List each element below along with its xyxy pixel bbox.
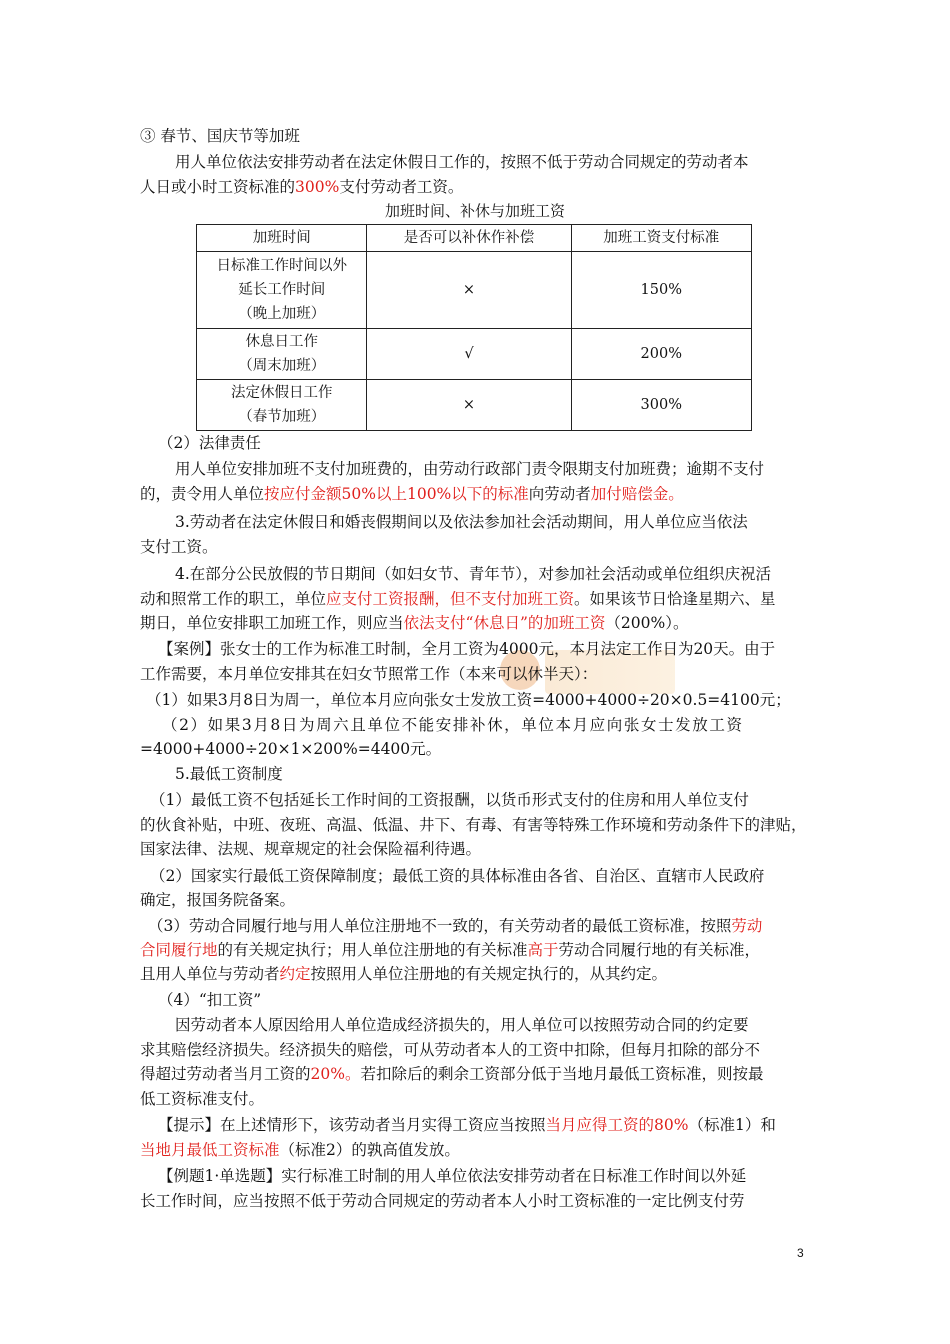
paragraph-line: 得超过劳动者当月工资的20%。若扣除后的剩余工资部分低于当地月最低工资标准，则按最 bbox=[140, 1065, 764, 1083]
paragraph-line: 低工资标准支付。 bbox=[140, 1090, 265, 1108]
case-line: （2）如果3月8日为周六且单位不能安排补休，单位本月应向张女士发放工资 bbox=[162, 716, 744, 734]
table-row bbox=[197, 380, 752, 431]
paragraph-line: 求其赔偿经济损失。经济损失的赔偿，可从劳动者本人的工资中扣除，但每月扣除的部分不 bbox=[140, 1041, 761, 1059]
paragraph-line: （1）最低工资不包括延长工作时间的工资报酬，以货币形式支付的住房和用人单位支付 bbox=[150, 791, 749, 809]
table-row bbox=[197, 252, 752, 329]
paragraph-line: 的伙食补贴，中班、夜班、高温、低温、井下、有毒、有害等特殊工作环境和劳动条件下的津贴， bbox=[140, 816, 807, 834]
paragraph-line: 动和照常工作的职工，单位应支付工资报酬，但不支付加班工资。如果该节日恰逢星期六、星 bbox=[140, 590, 776, 608]
paragraph-line: （2）国家实行最低工资保障制度；最低工资的具体标准由各省、自治区、直辖市人民政府 bbox=[150, 867, 765, 885]
example-line: 【例题1·单选题】实行标准工时制的用人单位依法安排劳动者在日标准工作时间以外延 bbox=[158, 1167, 747, 1185]
table-header-cell: 是否可以补休作补偿 bbox=[367, 225, 571, 252]
paragraph-line: 国家法律、法规、规章规定的社会保险福利待遇。 bbox=[140, 840, 482, 858]
section-heading: （2）法律责任 bbox=[158, 434, 261, 452]
section-heading: 5.最低工资制度 bbox=[175, 765, 283, 783]
tip-line: 【提示】在上述情形下，该劳动者当月实得工资应当按照当月应得工资的80%（标准1）和 bbox=[158, 1116, 776, 1134]
paragraph-line: 期日，单位安排职工加班工作，则应当依法支付“休息日”的加班工资（200%）。 bbox=[140, 614, 689, 632]
paragraph-line: 人日或小时工资标准的300%支付劳动者工资。 bbox=[140, 178, 464, 196]
section-heading: ③ 春节、国庆节等加班 bbox=[140, 127, 300, 145]
table-header-cell: 加班时间 bbox=[197, 225, 367, 252]
table-cell: 200% bbox=[571, 329, 752, 380]
table-cell: 150% bbox=[571, 252, 752, 329]
tip-line: 当地月最低工资标准（标准2）的孰高值发放。 bbox=[140, 1141, 460, 1159]
table-cell: × bbox=[367, 252, 571, 329]
case-line: 工作需要，本月单位安排其在妇女节照常工作（本来可以休半天）： bbox=[140, 665, 598, 683]
page-number: 3 bbox=[797, 1246, 804, 1260]
table-cell: × bbox=[367, 380, 571, 431]
table-cell: 休息日工作 （周末加班） bbox=[197, 329, 367, 380]
example-line: 长工作时间，应当按照不低于劳动合同规定的劳动者本人小时工资标准的一定比例支付劳 bbox=[140, 1192, 745, 1210]
table-header-row bbox=[197, 225, 752, 252]
paragraph-line: 3.劳动者在法定休假日和婚丧假期间以及依法参加社会活动期间，用人单位应当依法 bbox=[175, 513, 748, 531]
paragraph-line: 且用人单位与劳动者约定按照用人单位注册地的有关规定执行的，从其约定。 bbox=[140, 965, 668, 983]
case-line: 【案例】张女士的工作为标准工时制，全月工资为4000元，本月法定工作日为20天。由于 bbox=[158, 640, 776, 658]
case-line: =4000+4000÷20×1×200%=4400元。 bbox=[140, 740, 442, 758]
section-heading: （4）“扣工资” bbox=[158, 991, 262, 1009]
overtime-table bbox=[196, 224, 752, 431]
table-cell: 日标准工作时间以外 延长工作时间 （晚上加班） bbox=[197, 252, 367, 329]
paragraph-line: 的，责令用人单位按应付金额50%以上100%以下的标准向劳动者加付赔偿金。 bbox=[140, 485, 684, 503]
paragraph-line: 合同履行地的有关规定执行；用人单位注册地的有关标准高于劳动合同履行地的有关标准， bbox=[140, 941, 761, 959]
table-cell: 300% bbox=[571, 380, 752, 431]
paragraph-line: 用人单位安排加班不支付加班费的，由劳动行政部门责令限期支付加班费；逾期不支付 bbox=[175, 460, 765, 478]
paragraph-line: 确定，报国务院备案。 bbox=[140, 891, 296, 909]
paragraph-line: 4.在部分公民放假的节日期间（如妇女节、青年节），对参加社会活动或单位组织庆祝活 bbox=[175, 565, 772, 583]
table-row bbox=[197, 329, 752, 380]
paragraph-line: （3）劳动合同履行地与用人单位注册地不一致的，有关劳动者的最低工资标准，按照劳动 bbox=[148, 917, 763, 935]
table-header-cell: 加班工资支付标准 bbox=[571, 225, 752, 252]
paragraph-line: 因劳动者本人原因给用人单位造成经济损失的，用人单位可以按照劳动合同的约定要 bbox=[175, 1016, 749, 1034]
paragraph-line: 支付工资。 bbox=[140, 538, 218, 556]
table-cell: √ bbox=[367, 329, 571, 380]
table-cell: 法定休假日工作 （春节加班） bbox=[197, 380, 367, 431]
paragraph-line: 用人单位依法安排劳动者在法定休假日工作的，按照不低于劳动合同规定的劳动者本 bbox=[175, 153, 749, 171]
case-line: （1）如果3月8日为周一，单位本月应向张女士发放工资=4000+4000÷20×0.5=4100元； bbox=[146, 691, 791, 709]
table-caption: 加班时间、补休与加班工资 bbox=[384, 202, 565, 220]
